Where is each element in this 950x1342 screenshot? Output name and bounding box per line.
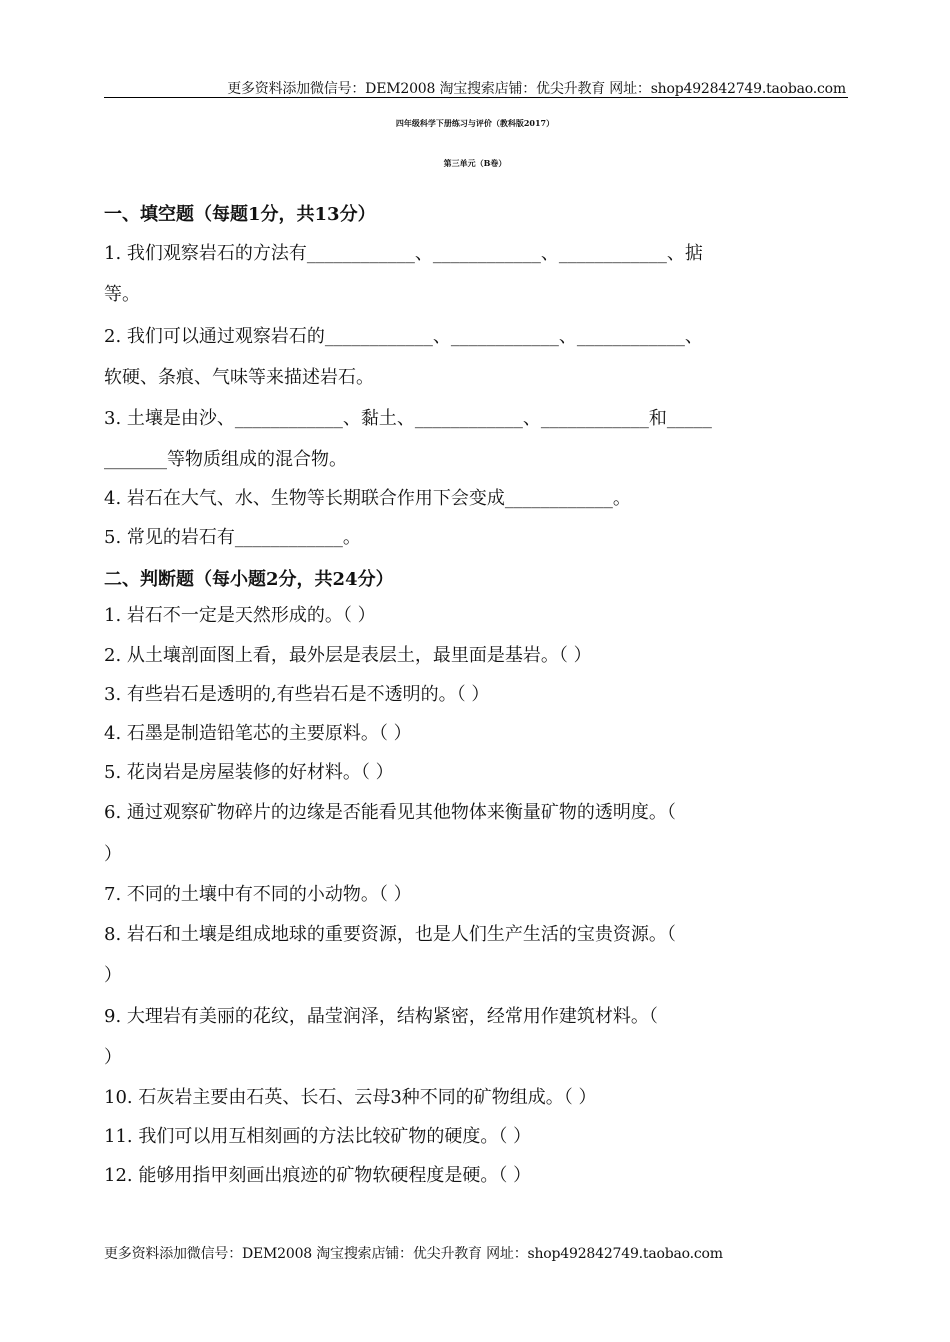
fill-q2-line1: 2. 我们可以通过观察岩石的____________、____________、____________、 (104, 326, 703, 347)
tf-q6-line2: ） (104, 844, 122, 865)
fill-q2-line2: 软硬、条痕、气味等来描述岩石。 (104, 367, 374, 388)
tf-q7: 7. 不同的土壤中有不同的小动物。（ ） (104, 884, 412, 905)
tf-q5: 5. 花岗岩是房屋装修的好材料。（ ） (104, 762, 394, 783)
tf-q3: 3. 有些岩石是透明的,有些岩石是不透明的。（ ） (104, 684, 490, 705)
tf-q1: 1. 岩石不一定是天然形成的。（ ） (104, 605, 376, 626)
fill-q4: 4. 岩石在大气、水、生物等长期联合作用下会变成____________。 (104, 488, 631, 509)
document-title: 四年级科学下册练习与评价（教科版2017） (395, 118, 555, 128)
header-divider (104, 97, 848, 98)
fill-q5: 5. 常见的岩石有____________。 (104, 527, 361, 548)
tf-q8-line1: 8. 岩石和土壤是组成地球的重要资源，也是人们生产生活的宝贵资源。（ (104, 924, 676, 945)
tf-q9-line2: ） (104, 1047, 122, 1068)
page-footer: 更多资料添加微信号：DEM2008 淘宝搜索店铺：优尖升教育 网址：shop492842749.taobao.com (104, 1246, 723, 1262)
tf-q12: 12. 能够用指甲刻画出痕迹的矿物软硬程度是硬。（ ） (104, 1165, 532, 1186)
tf-q9-line1: 9. 大理岩有美丽的花纹，晶莹润泽，结构紧密，经常用作建筑材料。（ (104, 1006, 658, 1027)
unit-subtitle: 第三单元（B卷） (443, 158, 507, 168)
section-fill-blank-heading: 一、填空题（每题1分，共13分） (104, 204, 376, 225)
section-true-false-heading: 二、判断题（每小题2分，共24分） (104, 569, 394, 590)
page-header: 更多资料添加微信号：DEM2008 淘宝搜索店铺：优尖升教育 网址：shop492842749.taobao.com (227, 81, 846, 97)
tf-q11: 11. 我们可以用互相刻画的方法比较矿物的硬度。（ ） (104, 1126, 532, 1147)
tf-q4: 4. 石墨是制造铅笔芯的主要原料。（ ） (104, 723, 412, 744)
tf-q6-line1: 6. 通过观察矿物碎片的边缘是否能看见其他物体来衡量矿物的透明度。（ (104, 802, 676, 823)
fill-q3-line1: 3. 土壤是由沙、____________、黏土、____________、____________和_____ (104, 408, 712, 429)
fill-q1-line1: 1. 我们观察岩石的方法有____________、____________、____________、掂 (104, 243, 703, 264)
tf-q10: 10. 石灰岩主要由石英、长石、云母3种不同的矿物组成。（ ） (104, 1087, 597, 1108)
fill-q1-line2: 等。 (104, 284, 140, 305)
fill-q3-line2: _______等物质组成的混合物。 (104, 449, 347, 470)
tf-q8-line2: ） (104, 965, 122, 986)
tf-q2: 2. 从土壤剖面图上看，最外层是表层土，最里面是基岩。（ ） (104, 645, 592, 666)
